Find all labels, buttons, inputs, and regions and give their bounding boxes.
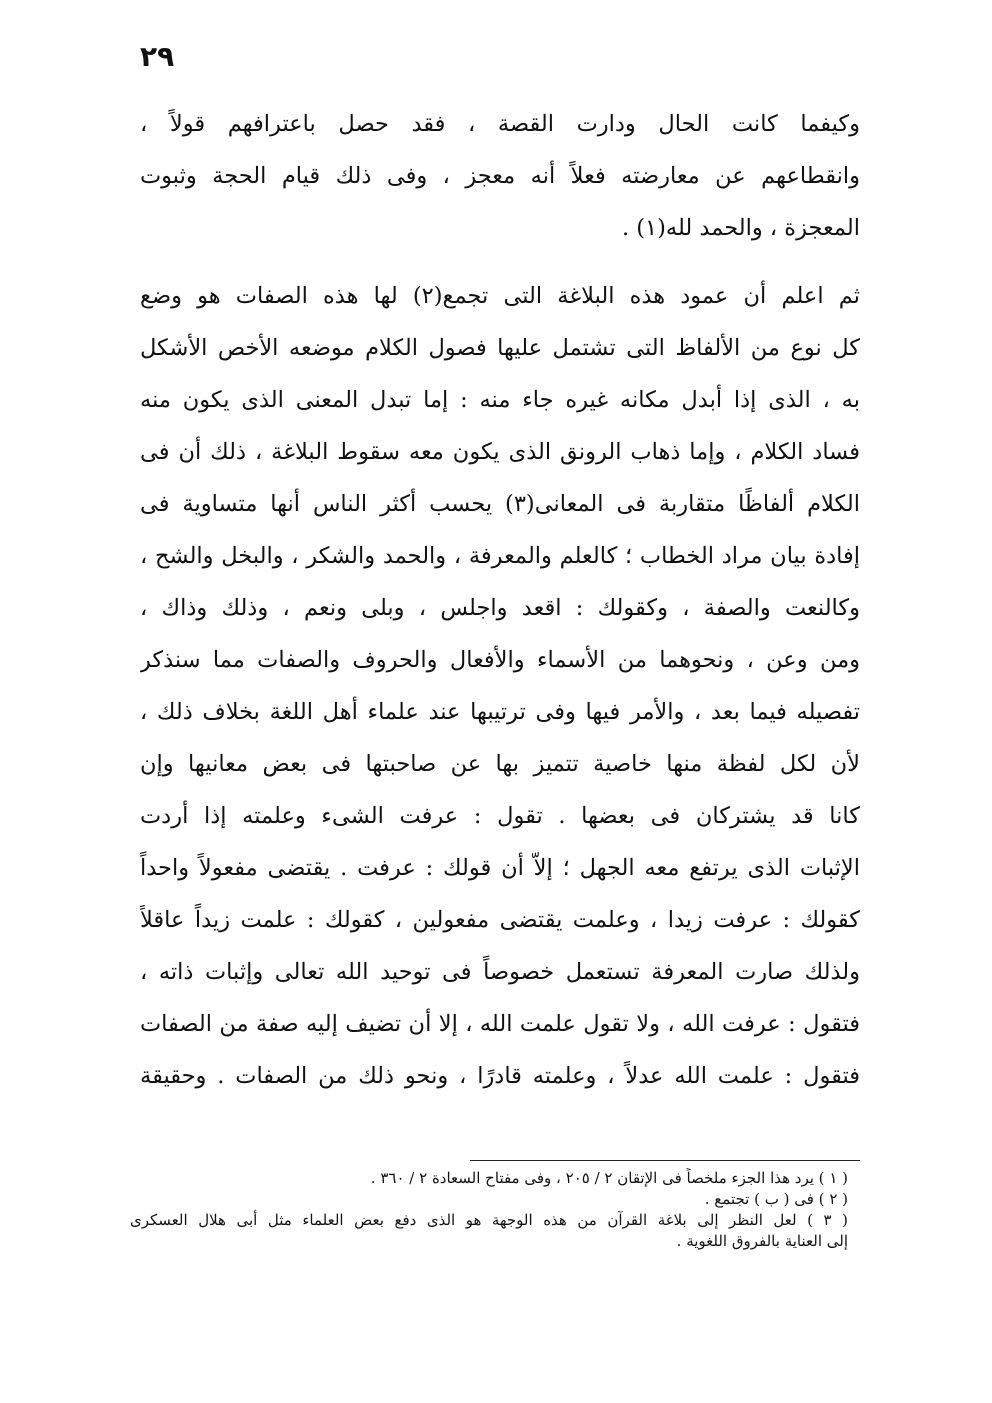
text-line: به ، الذى إذا أبدل مكانه غيره جاء منه : إما تبدل المعنى الذى يكون منه: [140, 387, 860, 413]
text-line: فتقول : علمت الله عدلاً ، وعلمته قادرًا ، ونحو ذلك من الصفات . وحقيقة: [140, 1063, 860, 1089]
page-number: ٢٩: [140, 40, 175, 73]
paragraph-1: [140, 98, 860, 254]
text-line: فتقول : عرفت الله ، ولا تقول علمت الله ، إلا أن تضيف إليه صفة من الصفات: [140, 1011, 860, 1037]
text-line: تفصيله فيما بعد ، والأمر فيها وفى ترتيبها عند علماء أهل اللغة بخلاف ذلك ،: [140, 699, 860, 725]
text-line: كل نوع من الألفاظ التى تشتمل عليها فصول الكلام موضعه الأخص الأشكل: [140, 335, 860, 361]
text-line: كقولك : عرفت زيدا ، وعلمت يقتضى مفعولين ، كقولك : علمت زيداً عاقلاً: [140, 907, 860, 933]
footnote-3: ( ٣ ) لعل النظر إلى بلاغة القرآن من هذه الوجهة هو الذى دفع بعض العلماء مثل أبى هلال العسكرى: [130, 1211, 848, 1229]
text-line: وانقطاعهم عن معارضته فعلاً أنه معجز ، وفى ذلك قيام الحجة وثبوت: [140, 163, 860, 189]
text-line: فساد الكلام ، وإما ذهاب الرونق الذى يكون معه سقوط البلاغة ، ذلك أن فى: [140, 439, 860, 465]
footnotes: [130, 1168, 860, 1252]
text-line: كانا قد يشتركان فى بعضها . تقول : عرفت الشىء وعلمته إذا أردت: [140, 803, 860, 829]
text-line: ولذلك صارت المعرفة تستعمل خصوصاً فى توحيد الله تعالى وإثبات ذاته ،: [140, 959, 860, 985]
paragraph-2: [140, 270, 860, 1102]
footnote-3-continuation: إلى العناية بالفروق اللغوية .: [676, 1232, 848, 1250]
text-line: ومن وعن ، ونحوهما من الأسماء والأفعال والحروف والصفات مما سنذكر: [140, 647, 860, 673]
text-line: المعجزة ، والحمد لله(١) .: [621, 215, 860, 241]
text-line: ثم اعلم أن عمود هذه البلاغة التى تجمع(٢) لها هذه الصفات هو وضع: [140, 283, 860, 309]
text-line: لأن لكل لفظة منها خاصية تتميز بها عن صاحبتها فى بعض معانيها وإن: [140, 751, 860, 777]
text-line: الإثبات الذى يرتفع معه الجهل ؛ إلاّ أن قولك : عرفت . يقتضى مفعولاً واحداً: [140, 855, 860, 881]
text-line: وكالنعت والصفة ، وكقولك : اقعد واجلس ، وبلى ونعم ، وذلك وذاك ،: [140, 595, 860, 621]
footnote-divider: [470, 1160, 860, 1161]
footnote-2: ( ٢ ) فى ( ب ) تجتمع .: [704, 1190, 848, 1208]
text-line: وكيفما كانت الحال ودارت القصة ، فقد حصل باعترافهم قولاً ،: [140, 111, 860, 137]
text-line: إفادة بيان مراد الخطاب ؛ كالعلم والمعرفة ، والحمد والشكر ، والبخل والشح ،: [140, 543, 860, 569]
footnote-1: ( ١ ) يرد هذا الجزء ملخصاً فى الإتقان ٢ / ٢٠٥ ، وفى مفتاح السعادة ٢ / ٣٦٠ .: [370, 1169, 848, 1187]
text-line: الكلام ألفاظًا متقاربة فى المعانى(٣) يحسب أكثر الناس أنها متساوية فى: [140, 491, 860, 517]
